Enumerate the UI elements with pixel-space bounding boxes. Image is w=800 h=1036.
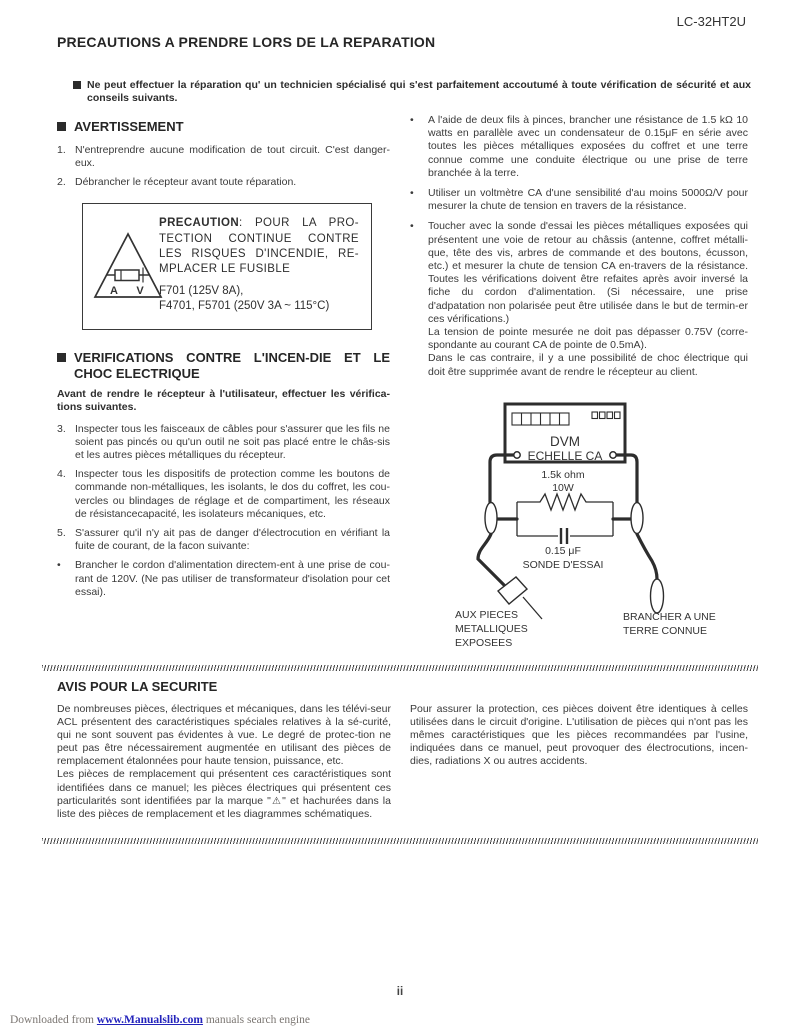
resistor-symbol xyxy=(517,494,613,510)
fuse-warning-triangle-icon xyxy=(91,229,165,301)
avis-text: Les pièces de remplacement qui présentent ces caractéristiques sont identifiées dans ce manuel; les pièces électriques qui présentent ces particularités sont identifiées par la marque " xyxy=(57,768,391,807)
list-item xyxy=(57,559,390,599)
list-item xyxy=(57,144,390,170)
list-item xyxy=(57,527,390,553)
square-bullet-icon xyxy=(73,81,81,89)
avis-paragraph xyxy=(57,768,391,820)
dvm-label: DVM xyxy=(550,434,580,449)
verifications-heading xyxy=(57,350,390,381)
leakage-test-diagram xyxy=(445,398,765,660)
list-text: La tension de pointe mesurée ne doit pas dépasser 0.75V (corre-spondante au courant CA de pointe de 0.5mA). xyxy=(428,326,748,352)
avertissement-heading-text: AVERTISSEMENT xyxy=(74,119,184,134)
fuse-line-2: F4701, F5701 (250V 3A ~ 115°C) xyxy=(159,300,330,313)
capacitor-symbol xyxy=(561,528,567,544)
dvm-terminal-left xyxy=(514,452,520,458)
page-number: ii xyxy=(396,986,404,998)
ground-loop xyxy=(651,579,664,613)
verifications-intro: Avant de rendre le récepteur à l'utilisateur, effectuer les vérifica-tions suivantes. xyxy=(57,388,390,414)
bullet-marker: • xyxy=(410,187,414,200)
list-item xyxy=(410,352,748,378)
list-item xyxy=(57,468,390,521)
list-item xyxy=(410,220,748,326)
ground-label-2: TERRE CONNUE xyxy=(623,625,708,637)
left-clip xyxy=(485,503,497,534)
triangle-letter-a: A xyxy=(110,285,118,298)
triangle-letter-v: V xyxy=(136,285,144,298)
footer-suffix: manuals search engine xyxy=(202,1014,310,1026)
avertissement-heading xyxy=(57,119,390,135)
avis-paragraph: De nombreuses pièces, électriques et mécaniques, dans les télévi-seur ACL présentent des caractéristiques spéciales relatives à la sé-curité, qui ne sont souvent pas évidentes à vue. Le degré de protec-tion ne peut pas être nécessairement augmentée en utilisant des pièces de remplacement étalonnées pour haute tension, puissance, etc. xyxy=(57,703,391,768)
footer-prefix: Downloaded from xyxy=(10,1014,97,1026)
fuse-ratings xyxy=(159,284,359,315)
exposed-metal-label-2: METALLIQUES xyxy=(455,623,528,635)
precaution-label: PRECAUTION xyxy=(159,217,240,230)
test-probe xyxy=(498,577,527,604)
safety-intro-text: Ne peut effectuer la réparation qu' un technicien spécialisé qui s'est parfaitement accoutumé à toute vérification de sécurité et aux conseils suivants. xyxy=(87,79,751,105)
precaution-text xyxy=(159,216,359,278)
avis-left-column xyxy=(57,703,391,821)
avis-text: " et hachurées dans la liste des pièces de remplacement et les diagrammes schématiques. xyxy=(57,794,391,820)
bullet-marker: • xyxy=(410,114,414,126)
verifications-heading-text: VERIFICATIONS CONTRE L'INCEN-DIE ET LE CHOC ELECTRIQUE xyxy=(74,350,390,381)
bullet-marker: • xyxy=(57,559,61,572)
list-number: 2. xyxy=(57,175,66,188)
list-text: A l'aide de deux fils à pinces, brancher une résistance de 1.5 kΩ 10 watts en parallèle avec un condensateur de 0.15μF en série avec toutes les pièces métalliques exposées du coffret et une terre connue comme une conduite électrique ou une prise de terre branchée à la terre. xyxy=(428,114,748,179)
list-text: Utiliser un voltmètre CA d'une sensibilité d'au moins 5000Ω/V pour mesurer la chute de tension en travers de la résistance. xyxy=(428,187,748,213)
probe-tip xyxy=(523,597,542,619)
ground-label-1: BRANCHER A UNE xyxy=(623,611,716,623)
right-clip xyxy=(631,503,643,534)
right-column xyxy=(410,114,748,379)
list-number: 1. xyxy=(57,143,66,156)
probe-label: SONDE D'ESSAI xyxy=(522,559,604,571)
list-number: 4. xyxy=(57,468,66,481)
hatched-divider xyxy=(42,838,758,844)
list-text: Débrancher le récepteur avant toute réparation. xyxy=(75,175,297,188)
echelle-ca-label: ECHELLE CA xyxy=(527,449,603,463)
list-text: Brancher le cordon d'alimentation directem-ent à une prise de cou-rant de 120V. (Ne pas utiliser de transformateur d'isolation pour cet essai). xyxy=(75,559,390,598)
exposed-metal-label-3: EXPOSEES xyxy=(455,637,513,649)
fuse-line-1: F701 (125V 8A), xyxy=(159,284,244,297)
dvm-terminal-right xyxy=(610,452,616,458)
safety-intro xyxy=(73,79,751,105)
square-bullet-icon xyxy=(57,353,66,362)
list-text: Inspecter tous les dispositifs de protection comme les boutons de commande non-métalliques, les isolants, le dos du coffret, les cou-vercles ou blindages de réglage et de compartiment, les réseaux de résistancecapacité, les isolateurs mécaniques, etc. xyxy=(75,468,390,520)
list-item xyxy=(410,187,748,213)
list-text: Toucher avec la sonde d'essai les pièces métalliques exposées qui présentent une voie de retour au châssis (antenne, coffret métalli-que, tête des vis, arbres de commande et des boutons, écusson, etc.) et mesurer la chute de tension CA en-travers de la résistance. Toutes les vérifications doivent être refaites après avoir inversé la fiche du cordon d'alimentation. (Si nécessaire, une prise d'adpatation non polarisée peut être utilisée dans le but de termin-er ces vérifications.) xyxy=(428,220,748,325)
left-column xyxy=(57,115,390,605)
list-text: N'entreprendre aucune modification de tout circuit. C'est danger-eux. xyxy=(75,143,390,169)
avis-right-column xyxy=(410,703,748,768)
model-number: LC-32HT2U xyxy=(676,14,746,29)
exposed-metal-label-1: AUX PIECES xyxy=(455,609,519,621)
list-text: Inspecter tous les faisceaux de câbles pour s'assurer que les fils ne soient pas pincés ou qu'un outil ne soit pas placé entre le châs-sis et les autres pièces métalliques du récepteur. xyxy=(75,422,390,461)
hatched-divider xyxy=(42,665,758,671)
square-bullet-icon xyxy=(57,122,66,131)
list-number: 5. xyxy=(57,526,66,539)
hazard-triangle-icon: ⚠ xyxy=(270,796,283,808)
list-item xyxy=(57,176,390,189)
resistor-value-label: 1.5k ohm xyxy=(541,469,585,481)
precaution-box xyxy=(82,203,372,330)
list-item xyxy=(410,326,748,352)
list-number: 3. xyxy=(57,422,66,435)
resistor-wattage-label: 10W xyxy=(552,482,574,494)
avis-paragraph: Pour assurer la protection, ces pièces doivent être identiques à celles utilisées dans le circuit d'origine. L'utilisation de pièces qui n'ont pas les mêmes caractéristiques que les pièces recommandées par l'usine, indiquées dans ce manuel, peut provoquer des électrocutions, incen-dies, radiations X ou autres accidents. xyxy=(410,703,748,768)
manualslib-link[interactable]: www.Manualslib.com xyxy=(96,1014,203,1026)
page-title: PRECAUTIONS A PRENDRE LORS DE LA REPARATION xyxy=(57,34,436,50)
precaution-body: : POUR LA PRO-TECTION CONTINUE CONTRE LES RISQUES D'INCENDIE, RE-MPLACER LE FUSIBLE xyxy=(159,217,359,276)
list-text: S'assurer qu'il n'y ait pas de danger d'électrocution en vérifiant la fuite de courant, de la facon suivante: xyxy=(75,526,390,553)
bullet-marker: • xyxy=(410,220,414,233)
avis-heading: AVIS POUR LA SECURITE xyxy=(57,679,218,694)
list-text: Dans le cas contraire, il y a une possibilité de choc électrique qui doit être supprimée avant de rendre le récepteur au client. xyxy=(428,352,748,378)
list-item xyxy=(57,423,390,463)
capacitor-value-label: 0.15 μF xyxy=(545,545,581,557)
list-item xyxy=(410,114,748,180)
manualslib-footer xyxy=(10,1014,310,1026)
rc-network xyxy=(517,494,613,536)
